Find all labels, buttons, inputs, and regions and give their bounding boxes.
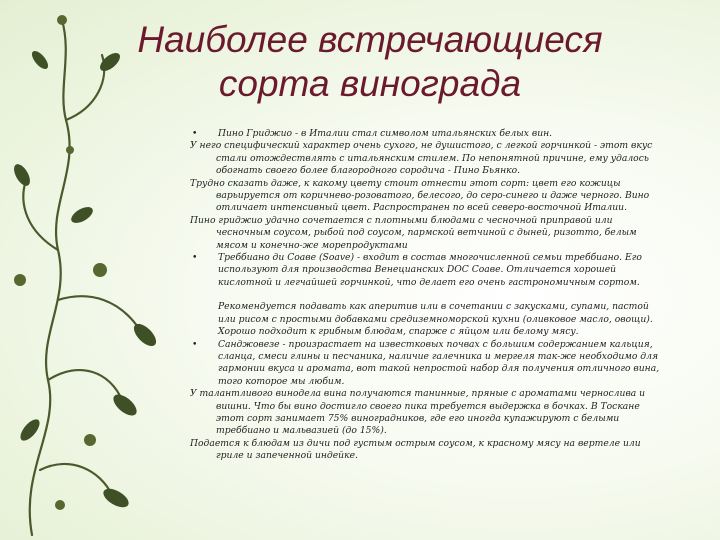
paragraph-soave: • Треббиано ди Соаве (Soave) - входит в состав многочисленной семьи треббиано. Его используют для производства Венецианских DOC Соаве. Отличается хорошей кислотной и легчайшей горчинкой, что делает его очень гастрономичным сортом.	[192, 252, 642, 288]
paragraph-soave-serving: Рекомендуется подавать как аперитив или в сочетании с закусками, супами, пастой или рисом с простыми добавками средиземноморской кухни (оливковое масло, овощи). Хорошо подходит к грибным блюдам, спарже с яйцом или белому мясу.	[218, 301, 653, 338]
paragraph-character: У него специфический характер очень сухого, не душистого, с легкой горчинкой - этот вкус стали отождествлять с итальянским стилем. По непонятной причине, ему удалось обогнать своего более благородного сородича - Пино Бьянко.	[190, 140, 653, 177]
paragraph-sangiovese: • Санджовезе - произрастает на известковых почвах с большим содержанием кальция, сланца, смеси глины и песчаника, наличие галечника и мергеля так-же необходимо для гармонии вкуса и аромата, вот такой непростой набор для получения отличного вина, того которое мы любим.	[192, 338, 660, 387]
page-title	[100, 18, 640, 106]
paragraph-pairing: Пино гриджио удачно сочетается с плотными блюдами с чесночной приправой или чесночным соусом, рыбой под соусом, пармской ветчиной с дыней, ризотто, белым мясом и конечно-же морепродуктами	[190, 214, 637, 251]
paragraph-sangiovese-serving: Подается к блюдам из дичи под густым острым соусом, к красному мясу на вертеле или гриле и запеченной индейке.	[190, 437, 641, 462]
paragraph-color: Трудно сказать даже, к какому цвету стоит отнести этот сорт: цвет его кожицы варьируется от коричнево-розоватого, белесого, до серо-синего и даже черного. Вино отличает интенсивный цвет. Распространен по всей северо-восточной Италии.	[190, 177, 650, 214]
text-body	[190, 128, 668, 463]
title-line-1: Наиболее встречающиеся	[137, 19, 603, 60]
bullet-icon: •	[192, 252, 198, 264]
title-line-2: сорта винограда	[218, 63, 522, 104]
paragraph-winemaker: У талантливого винодела вина получаются танинные, пряные с ароматами чернослива и вишни. Что бы вино достигло своего пика требуется выдержка в бочках. В Тоскане этот сорт занимает 75% виноградников, где его иногда купажируют с белыми треббиано и мальвазией (до 15%).	[190, 388, 646, 437]
bullet-icon: •	[192, 128, 198, 139]
spacer	[190, 289, 668, 301]
bullet-icon: •	[192, 338, 198, 350]
paragraph-pinot-grigio: • Пино Гриджио - в Италии стал символом итальянских белых вин.	[192, 128, 553, 139]
